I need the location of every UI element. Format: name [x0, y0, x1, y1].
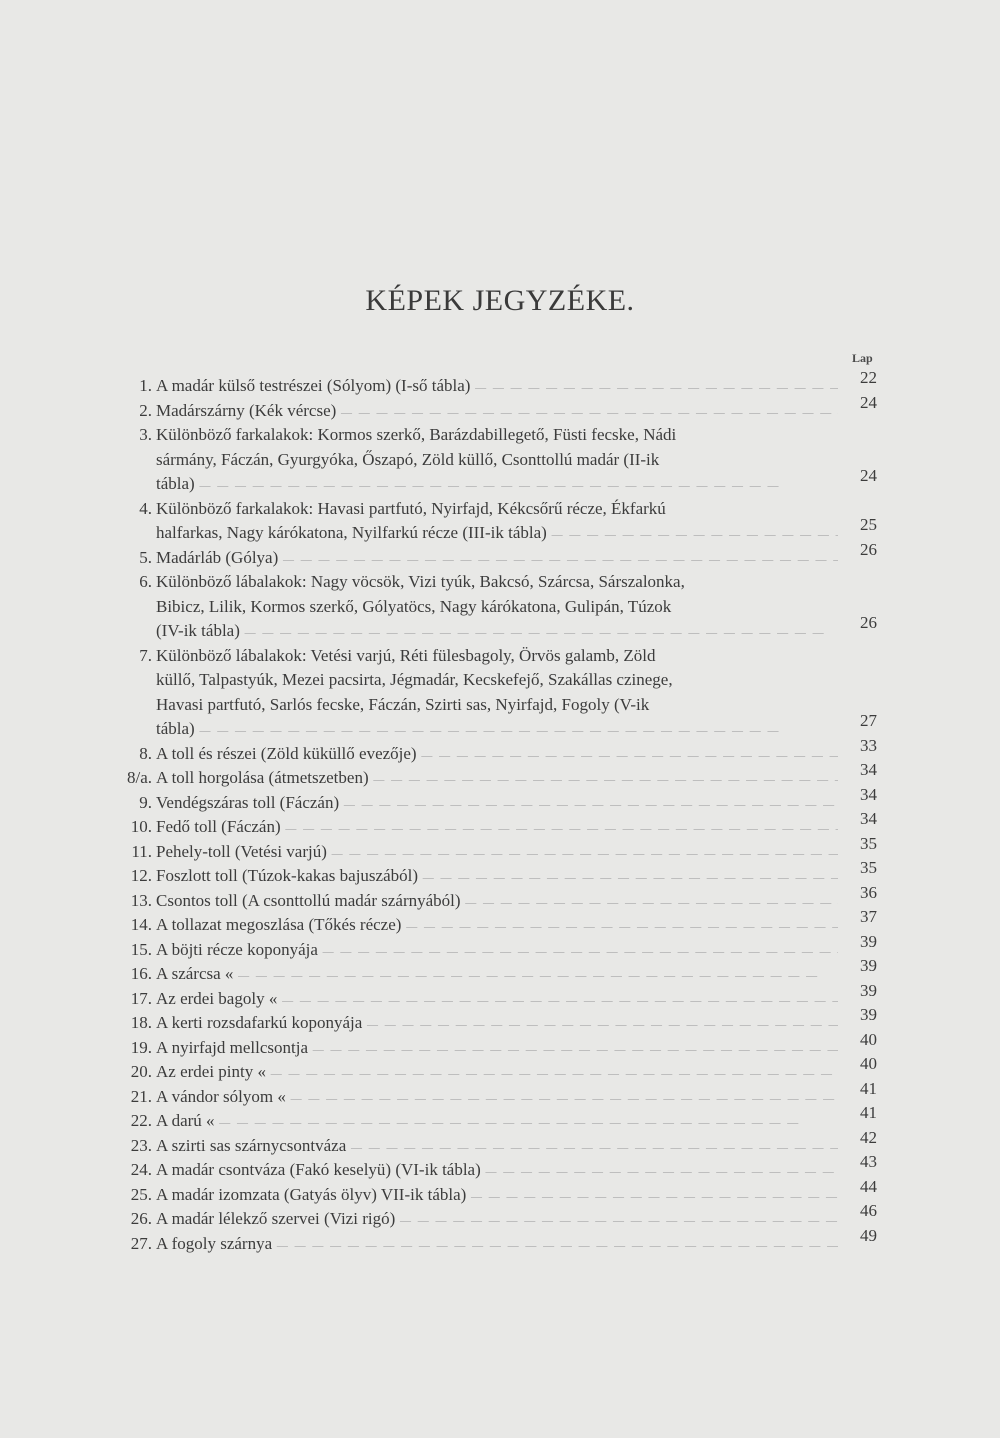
entry-number: 10. [130, 817, 152, 836]
entry-text: A madár csontváza (Fakó keselyü) (VI-ik tábla) [156, 1160, 481, 1179]
entry-number: 6. [139, 572, 152, 591]
entry-number: 20. [130, 1062, 152, 1081]
entry-page-number: 37 [860, 907, 877, 926]
dot-leader [417, 744, 838, 763]
entry-text-line [156, 399, 838, 424]
entry-page-number: 42 [860, 1127, 877, 1147]
entry-page-number: 40 [860, 1029, 877, 1049]
entry-number: 8/a. [126, 768, 152, 787]
entry-text: A toll horgolása (átmetszetben) [156, 768, 369, 787]
entry-text: Különböző farkalakok: Havasi partfutó, Nyirfajd, Kékcsőrű récze, Ékfarkú [156, 498, 666, 518]
entry-text-line [156, 766, 838, 791]
entry-text-line [156, 1109, 838, 1134]
entry-page-number: 39 [860, 980, 877, 1000]
entry-text: A szárcsa « [156, 964, 234, 983]
entry-text-line [156, 742, 838, 767]
dot-leader [278, 548, 838, 567]
entry-text: A madár külső testrészei (Sólyom) (I-ső tábla) [156, 376, 471, 395]
toc-entry [0, 1225, 1000, 1257]
entry-number: 21. [130, 1086, 152, 1106]
entry-number: 18. [130, 1013, 152, 1032]
toc-entry [0, 1176, 1000, 1208]
entry-page-number: 26 [860, 613, 877, 632]
entry-text-line [156, 1207, 838, 1232]
toc-entry [0, 833, 1000, 865]
entry-page-number: 34 [860, 760, 877, 779]
entry-number: 7. [139, 645, 152, 665]
entry-text-line [156, 619, 838, 644]
entry-text-line [156, 913, 838, 938]
entry-text: tábla) [156, 474, 195, 493]
entry-text: A fogoly szárnya [156, 1233, 273, 1253]
entry-text-line [156, 570, 838, 595]
dot-leader [318, 940, 838, 959]
entry-number: 1. [139, 376, 152, 395]
entry-text: Madárláb (Gólya) [156, 547, 279, 567]
toc-entry [0, 1078, 1000, 1110]
entry-number: 5. [139, 547, 152, 567]
entry-text-line [156, 472, 838, 497]
entry-page-number: 34 [860, 809, 877, 828]
entry-text-line [156, 962, 838, 987]
entry-text-line [156, 521, 838, 546]
entry-page-number: 39 [860, 931, 877, 951]
entry-text-line [156, 1232, 838, 1257]
dot-leader [547, 523, 838, 542]
table-of-figures [0, 368, 1000, 1256]
toc-entry [0, 497, 1000, 546]
toc-entry [0, 368, 1000, 399]
entry-text-line [156, 717, 838, 742]
dot-leader [339, 793, 838, 812]
entry-text: Különböző farkalakok: Kormos szerkő, Barázdabillegető, Füsti fecske, Nádi [156, 425, 677, 444]
toc-entry [0, 423, 1000, 497]
toc-entry [0, 1127, 1000, 1159]
entry-page-number: 25 [860, 515, 877, 534]
dot-leader [369, 768, 838, 787]
entry-text-line [156, 1036, 838, 1061]
entry-text-line [156, 546, 838, 571]
toc-entry [0, 735, 1000, 767]
dot-leader [418, 866, 838, 885]
entry-text: sármány, Fáczán, Gyurgyóka, Őszapó, Zöld küllő, Csonttollú madár (II-ik [156, 449, 660, 469]
entry-text: Különböző lábalakok: Nagy vöcsök, Vizi tyúk, Bakcsó, Szárcsa, Sárszalonka, [156, 572, 685, 591]
entry-text: Madárszárny (Kék vércse) [156, 400, 337, 420]
dot-leader [466, 1185, 838, 1204]
entry-text: Bibicz, Lilik, Kormos szerkő, Gólyatöcs, Nagy kárókatona, Gulipán, Túzok [156, 596, 672, 616]
toc-entry [0, 809, 1000, 840]
entry-text: Fedő toll (Fáczán) [156, 817, 281, 836]
entry-text: halfarkas, Nagy kárókatona, Nyilfarkú récze (III-ik tábla) [156, 523, 547, 542]
entry-text: Pehely-toll (Vetési varjú) [156, 841, 327, 861]
dot-leader [233, 964, 819, 983]
dot-leader [308, 1038, 838, 1057]
toc-entry [0, 980, 1000, 1012]
entry-text-line [156, 668, 838, 693]
dot-leader [240, 621, 826, 640]
entry-text-line [156, 889, 838, 914]
toc-entry [0, 907, 1000, 938]
toc-entry [0, 760, 1000, 791]
entry-number: 19. [130, 1037, 152, 1057]
toc-entry [0, 784, 1000, 816]
entry-page-number: 35 [860, 858, 877, 877]
toc-entry [0, 1054, 1000, 1085]
entry-text: Vendégszáras toll (Fáczán) [156, 792, 340, 812]
dot-leader [277, 989, 838, 1008]
toc-entry [0, 1201, 1000, 1232]
dot-leader [362, 1013, 838, 1032]
entry-text: A madár lélekző szervei (Vizi rigó) [156, 1209, 396, 1228]
dot-leader [266, 1062, 838, 1081]
entry-text-line [156, 423, 838, 448]
toc-entry [0, 539, 1000, 571]
entry-text-line [156, 791, 838, 816]
dot-leader [272, 1234, 838, 1253]
entry-text: A toll és részei (Zöld küküllő evezője) [156, 743, 417, 763]
page-title: KÉPEK JEGYZÉKE. [365, 284, 635, 317]
toc-entry [0, 931, 1000, 963]
toc-entry [0, 1152, 1000, 1183]
entry-text: Az erdei bagoly « [156, 988, 278, 1008]
dot-leader [195, 474, 781, 493]
entry-number: 12. [130, 866, 152, 885]
dot-leader [401, 915, 838, 934]
entry-text-line [156, 1011, 838, 1036]
entry-page-number: 39 [860, 1005, 877, 1024]
entry-number: 16. [130, 964, 152, 983]
dot-leader [470, 376, 838, 395]
entry-page-number: 22 [860, 368, 877, 387]
entry-text: Havasi partfutó, Sarlós fecske, Fáczán, Szirti sas, Nyirfajd, Fogoly (V-ik [156, 694, 650, 714]
entry-text-line [156, 864, 838, 889]
entry-text: Csontos toll (A csonttollú madár szárnyából) [156, 890, 461, 910]
entry-number: 26. [130, 1209, 152, 1228]
entry-text: tábla) [156, 719, 195, 738]
entry-text: A darú « [156, 1111, 215, 1130]
entry-page-number: 40 [860, 1054, 877, 1073]
entry-text: A böjti récze koponyája [156, 939, 318, 959]
entry-page-number: 49 [860, 1225, 877, 1245]
toc-entry [0, 1005, 1000, 1036]
toc-entry [0, 858, 1000, 889]
entry-number: 27. [130, 1233, 152, 1253]
dot-leader [336, 401, 838, 420]
entry-number: 25. [130, 1184, 152, 1204]
entry-number: 15. [130, 939, 152, 959]
dot-leader [327, 842, 838, 861]
dot-leader [215, 1111, 801, 1130]
entry-page-number: 43 [860, 1152, 877, 1171]
entry-text: Különböző lábalakok: Vetési varjú, Réti fülesbagoly, Örvös galamb, Zöld [156, 645, 656, 665]
entry-page-number: 26 [860, 539, 877, 559]
toc-entry [0, 882, 1000, 914]
entry-text-line [156, 1085, 838, 1110]
entry-text-line [156, 1158, 838, 1183]
entry-page-number: 39 [860, 956, 877, 975]
entry-page-number: 44 [860, 1176, 877, 1196]
page-column-label: Lap [852, 351, 873, 365]
entry-page-number: 24 [860, 392, 877, 412]
dot-leader [286, 1087, 838, 1106]
entry-text-line [156, 497, 838, 522]
toc-entry [0, 570, 1000, 644]
entry-text-line [156, 840, 838, 865]
entry-number: 23. [130, 1135, 152, 1155]
dot-leader [346, 1136, 838, 1155]
entry-text: Az erdei pinty « [156, 1062, 266, 1081]
toc-entry [0, 956, 1000, 987]
toc-entry [0, 1103, 1000, 1134]
entry-page-number: 46 [860, 1201, 877, 1220]
entry-number: 17. [130, 988, 152, 1008]
entry-text: (IV-ik tábla) [156, 621, 240, 640]
entry-number: 11. [131, 841, 152, 861]
entry-text-line [156, 693, 838, 718]
entry-number: 24. [130, 1160, 152, 1179]
entry-number: 3. [139, 425, 152, 444]
entry-text-line [156, 644, 838, 669]
entry-page-number: 34 [860, 784, 877, 804]
entry-text-line [156, 1060, 838, 1085]
entry-text: Foszlott toll (Túzok-kakas bajuszából) [156, 866, 419, 885]
entry-text-line [156, 1134, 838, 1159]
entry-page-number: 41 [860, 1103, 877, 1122]
entry-number: 22. [130, 1111, 152, 1130]
entry-page-number: 27 [860, 711, 877, 730]
entry-number: 2. [139, 400, 152, 420]
dot-leader [481, 1160, 838, 1179]
dot-leader [461, 891, 838, 910]
toc-entry [0, 392, 1000, 424]
entry-text-line [156, 448, 838, 473]
entry-page-number: 33 [860, 735, 877, 755]
entry-text-line [156, 374, 838, 399]
toc-entry [0, 644, 1000, 742]
entry-text: küllő, Talpastyúk, Mezei pacsirta, Jégmadár, Kecskefejő, Szakállas czinege, [156, 670, 673, 689]
entry-text: A kerti rozsdafarkú koponyája [156, 1013, 363, 1032]
toc-entry [0, 1029, 1000, 1061]
entry-number: 14. [130, 915, 152, 934]
dot-leader [395, 1209, 838, 1228]
entry-text-line [156, 1183, 838, 1208]
entry-text-line [156, 815, 838, 840]
dot-leader [281, 817, 838, 836]
entry-page-number: 24 [860, 466, 877, 485]
entry-number: 13. [130, 890, 152, 910]
entry-page-number: 35 [860, 833, 877, 853]
entry-page-number: 41 [860, 1078, 877, 1098]
entry-text-line [156, 595, 838, 620]
entry-number: 9. [139, 792, 152, 812]
entry-text-line [156, 987, 838, 1012]
entry-text: A szirti sas szárnycsontváza [156, 1135, 347, 1155]
entry-text: A vándor sólyom « [156, 1086, 286, 1106]
entry-number: 8. [139, 743, 152, 763]
entry-number: 4. [139, 498, 152, 518]
entry-page-number: 36 [860, 882, 877, 902]
entry-text-line [156, 938, 838, 963]
entry-text: A nyirfajd mellcsontja [156, 1037, 309, 1057]
dot-leader [195, 719, 781, 738]
entry-text: A madár izomzata (Gatyás ölyv) VII-ik tábla) [156, 1184, 467, 1204]
entry-text: A tollazat megoszlása (Tőkés récze) [156, 915, 402, 934]
